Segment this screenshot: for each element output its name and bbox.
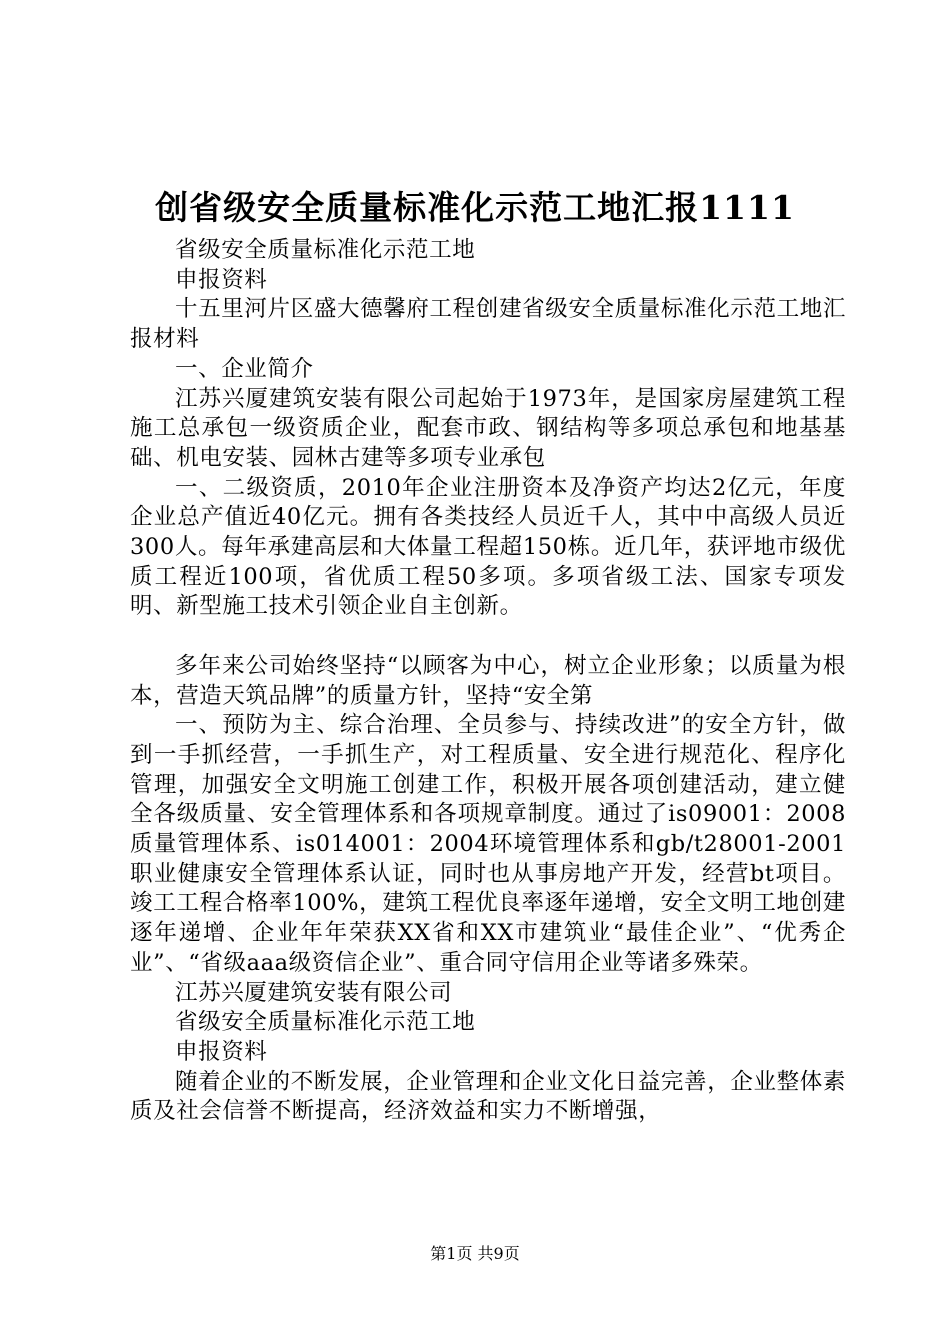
paragraph-heading-4: 申报资料 xyxy=(175,1038,268,1065)
page-indicator: 第1页 共9页 xyxy=(430,1244,520,1263)
paragraph-gap xyxy=(130,622,846,652)
paragraph-company-name: 江苏兴厦建筑安装有限公司 xyxy=(175,979,453,1006)
paragraph-heading-1: 省级安全质量标准化示范工地 xyxy=(175,237,476,263)
paragraph-report-title: 十五里河片区盛大德馨府工程创建省级安全质量标准化示范工地汇报材料 xyxy=(130,296,846,353)
document-title: 创省级安全质量标准化示范工地汇报1111 xyxy=(155,188,795,227)
paragraph-safety-policy: 一、预防为主、综合治理、全员参与、持续改进”的安全方针，做到一手抓经营，一手抓生产，对工程质量、安全进行规范化、程序化管理，加强安全文明施工创建工作，积极开展各项创建活动，建立健全各级质量、安全管理体系和各项规章制度。通过了is09001：2008质量管理体系、is014001：2004环境管理体系和gb/t28001-2001职业健康安全管理体系认证，同时也从事房地产开发，经营bt项目。竣工工程合格率100%，建筑工程优良率逐年递增，安全文明工地创建逐年递增、企业年年荣获XX省和XX市建筑业“最佳企业”、“优秀企业”、“省级aaa级资信企业”、重合同守信用企业等诸多殊荣。 xyxy=(130,712,846,976)
document-body xyxy=(130,236,846,1127)
paragraph-qualifications: 一、二级资质，2010年企业注册资本及净资产均达2亿元，年度企业总产值近40亿元。拥有各类技经人员近千人，其中中高级人员近300人。每年承建高层和大体量工程超150栋。近几年，获评地市级优质工程近100项，省优质工程50多项。多项省级工法、国家专项发明、新型施工技术引领企业自主创新。 xyxy=(130,474,846,620)
paragraph-heading-3: 省级安全质量标准化示范工地 xyxy=(175,1009,476,1036)
paragraph-development: 随着企业的不断发展，企业管理和企业文化日益完善，企业整体素质及社会信誉不断提高，经济效益和实力不断增强， xyxy=(130,1068,846,1125)
paragraph-company-intro: 江苏兴厦建筑安装有限公司起始于1973年，是国家房屋建筑工程施工总承包一级资质企业，配套市政、钢结构等多项总承包和地基基础、机电安装、园林古建等多项专业承包 xyxy=(130,385,846,471)
paragraph-quality-policy: 多年来公司始终坚持“以顾客为中心，树立企业形象；以质量为根本，营造天筑品牌”的质量方针，坚持“安全第 xyxy=(130,652,846,709)
paragraph-heading-2: 申报资料 xyxy=(175,266,268,293)
paragraph-section-heading: 一、企业简介 xyxy=(175,355,314,382)
